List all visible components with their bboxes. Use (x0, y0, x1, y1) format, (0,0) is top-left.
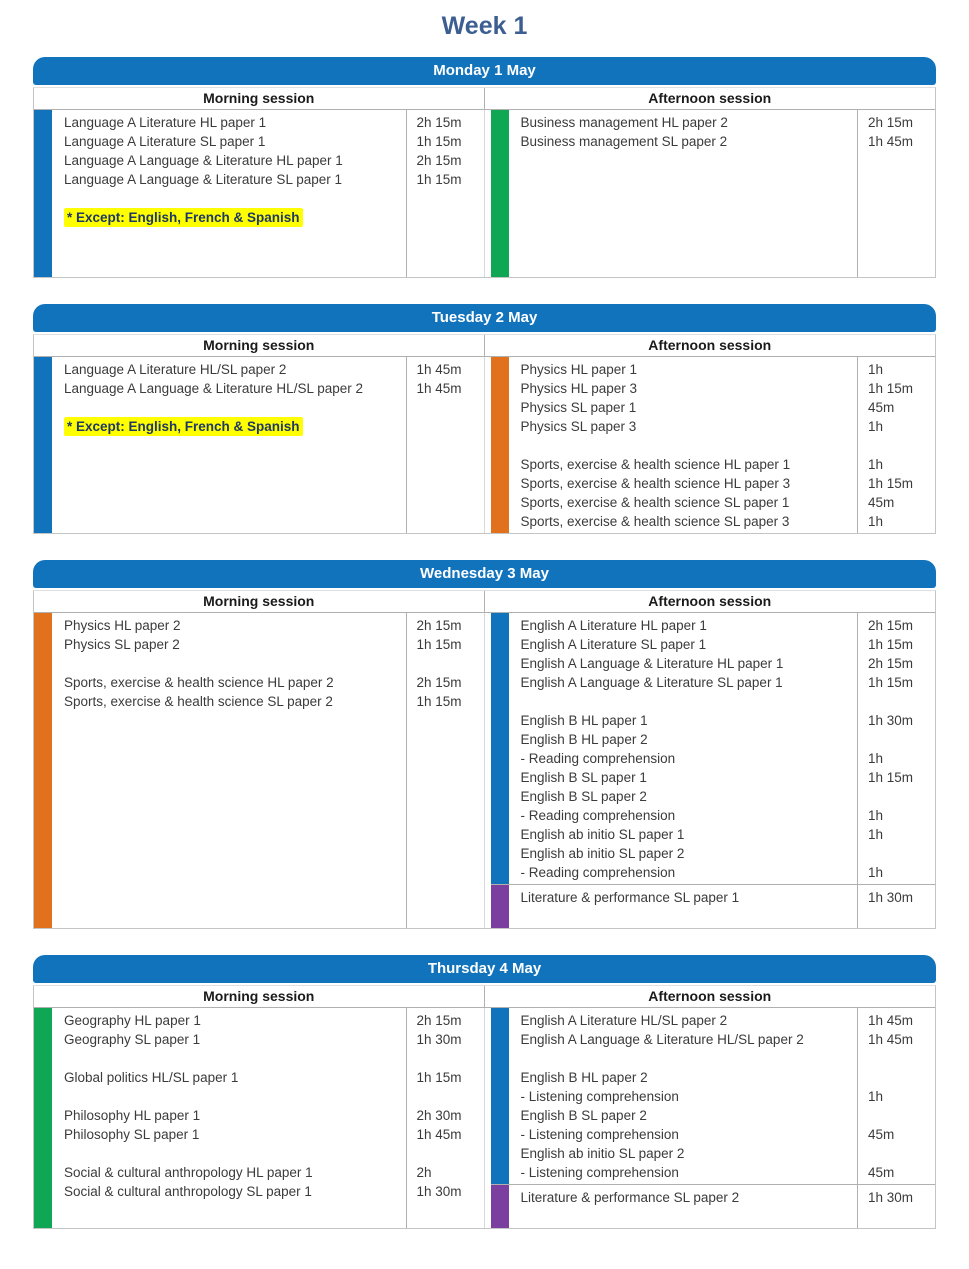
exam-duration-cell: 2h 15m (416, 115, 462, 130)
subject-group-section (491, 884, 936, 928)
exam-duration-cell: 2h 15m (416, 1013, 462, 1028)
exam-name-cell: Physics HL paper 3 (520, 381, 638, 396)
exam-name-cell: English B SL paper 1 (520, 770, 647, 785)
exam-duration-cell: 1h (868, 1089, 884, 1104)
exam-duration-list (857, 1185, 935, 1228)
exam-name-cell: - Listening comprehension (520, 1165, 679, 1180)
exam-duration-cell: 1h 45m (868, 1013, 914, 1028)
exam-duration-cell: 1h 45m (868, 1032, 914, 1047)
exam-name-cell: English B HL paper 2 (520, 1070, 648, 1085)
blue-subject-group-bar (34, 357, 52, 533)
purple-subject-group-bar (491, 1185, 509, 1228)
exam-duration-list (857, 110, 935, 277)
exam-duration-cell: 45m (868, 1127, 895, 1142)
sessions-content (34, 357, 935, 533)
exam-name-cell: Language A Language & Literature SL paper 1 (64, 172, 342, 187)
exam-name-list (52, 357, 406, 533)
exam-duration-cell: 1h 15m (416, 1070, 462, 1085)
exam-name-list (509, 110, 858, 277)
exam-name-cell: - Listening comprehension (520, 1089, 679, 1104)
day-header: Tuesday 2 May (33, 304, 936, 332)
exam-name-cell: English ab initio SL paper 2 (520, 1146, 685, 1161)
exam-name-cell: English B SL paper 2 (520, 789, 647, 804)
exam-duration-cell: 1h 15m (416, 172, 462, 187)
exam-name-cell: Language A Language & Literature HL/SL paper 2 (64, 381, 363, 396)
subject-group-section (491, 1008, 936, 1184)
except-note: * Except: English, French & Spanish (64, 417, 303, 436)
exam-duration-list (406, 110, 484, 277)
exam-duration-cell: 1h 15m (416, 134, 462, 149)
exam-name-list (52, 1008, 406, 1228)
exam-name-cell: Geography SL paper 1 (64, 1032, 201, 1047)
exam-duration-cell (417, 208, 480, 227)
exam-duration-cell: 1h 45m (416, 1127, 462, 1142)
exam-name-cell (521, 1049, 850, 1068)
day-panel (33, 57, 936, 278)
afternoon-column (485, 613, 936, 928)
exam-duration-cell: 45m (868, 495, 895, 510)
exam-name-cell: English ab initio SL paper 1 (520, 827, 685, 842)
green-subject-group-bar (34, 1008, 52, 1228)
exam-name-cell: Sports, exercise & health science HL paper 3 (520, 476, 791, 491)
exam-name-cell (64, 1144, 398, 1163)
afternoon-column (485, 357, 936, 533)
exam-duration-list (857, 885, 935, 928)
blue-subject-group-bar (34, 110, 52, 277)
day-panel (33, 304, 936, 534)
session-headers (34, 88, 935, 110)
morning-session-header: Morning session (34, 986, 485, 1008)
day-header: Thursday 4 May (33, 955, 936, 983)
exam-duration-cell (417, 1087, 480, 1106)
exam-duration-cell (417, 417, 480, 436)
orange-subject-group-bar (491, 357, 509, 533)
exam-duration-list (857, 357, 935, 533)
exam-duration-cell (868, 1068, 931, 1087)
exam-name-cell: - Reading comprehension (520, 865, 676, 880)
subject-group-section (491, 357, 936, 533)
exam-name-cell (64, 654, 398, 673)
exam-duration-cell (868, 787, 931, 806)
morning-session-header: Morning session (34, 591, 485, 613)
sessions-content (34, 110, 935, 277)
exam-duration-cell: 1h 45m (416, 381, 462, 396)
exam-name-cell: Physics HL paper 2 (64, 618, 181, 633)
exam-duration-cell (417, 1144, 480, 1163)
exam-name-cell: English B SL paper 2 (520, 1108, 647, 1123)
exam-duration-cell (417, 1049, 480, 1068)
exam-duration-cell: 1h 30m (416, 1032, 462, 1047)
subject-group-section (34, 357, 484, 533)
purple-subject-group-bar (491, 885, 509, 928)
exam-name-cell: Philosophy SL paper 1 (64, 1127, 200, 1142)
exam-duration-cell: 2h 15m (868, 618, 914, 633)
exam-name-cell: Sports, exercise & health science HL paper 2 (64, 675, 334, 690)
exam-name-cell: Social & cultural anthropology HL paper 1 (64, 1165, 313, 1180)
exam-duration-cell: 1h 15m (868, 476, 914, 491)
exam-duration-cell: 2h 15m (416, 675, 462, 690)
exam-duration-list (406, 357, 484, 533)
exam-name-list (509, 885, 858, 928)
exam-name-cell: English A Language & Literature HL paper 1 (520, 656, 784, 671)
day-panel-body (33, 590, 936, 929)
exam-duration-cell: 1h 30m (868, 713, 914, 728)
session-headers (34, 591, 935, 613)
orange-subject-group-bar (34, 613, 52, 928)
exam-name-cell (64, 398, 398, 417)
exam-duration-cell (868, 844, 931, 863)
exam-name-cell: Physics SL paper 3 (520, 419, 637, 434)
subject-group-section (491, 110, 936, 277)
exam-duration-cell (868, 692, 931, 711)
exam-duration-list (857, 1008, 935, 1184)
exam-name-cell: Sports, exercise & health science SL paper 3 (520, 514, 790, 529)
exam-name-cell: - Reading comprehension (520, 751, 676, 766)
exam-name-cell: English A Literature HL/SL paper 2 (520, 1013, 728, 1028)
exam-duration-cell (868, 436, 931, 455)
exam-duration-cell: 45m (868, 1165, 895, 1180)
day-panel-body (33, 985, 936, 1229)
exam-name-cell: Philosophy HL paper 1 (64, 1108, 201, 1123)
exam-duration-cell: 45m (868, 400, 895, 415)
exam-duration-cell (417, 654, 480, 673)
exam-name-cell: Language A Literature SL paper 1 (64, 134, 266, 149)
exam-duration-cell: 1h 15m (416, 694, 462, 709)
exam-duration-cell: 1h (868, 827, 884, 842)
exam-name-cell: English A Language & Literature SL paper 1 (520, 675, 783, 690)
exam-name-cell: Literature & performance SL paper 1 (520, 890, 740, 905)
afternoon-column (485, 1008, 936, 1228)
morning-column (34, 613, 485, 928)
exam-name-cell: Literature & performance SL paper 2 (520, 1190, 740, 1205)
blue-subject-group-bar (491, 1008, 509, 1184)
exam-duration-cell: 1h (868, 457, 884, 472)
exam-duration-cell: 1h 15m (868, 637, 914, 652)
exam-name-cell: Physics HL paper 1 (520, 362, 638, 377)
exam-duration-cell: 2h (416, 1165, 432, 1180)
exam-name-list (509, 357, 858, 533)
exam-duration-cell: 1h 30m (868, 1190, 914, 1205)
exam-duration-cell (417, 189, 480, 208)
exam-duration-list (857, 613, 935, 884)
exam-name-cell (521, 692, 850, 711)
exam-name-cell: English A Language & Literature HL/SL paper 2 (520, 1032, 804, 1047)
day-panel (33, 560, 936, 929)
exam-name-cell: English A Literature SL paper 1 (520, 637, 707, 652)
day-panel (33, 955, 936, 1229)
exam-name-list (509, 1185, 858, 1228)
exam-duration-cell: 1h 15m (416, 637, 462, 652)
exam-duration-cell: 2h 15m (416, 153, 462, 168)
exam-duration-cell: 1h (868, 362, 884, 377)
exam-duration-cell: 1h 15m (868, 675, 914, 690)
exam-duration-cell (868, 1144, 931, 1163)
exam-name-cell: English A Literature HL paper 1 (520, 618, 707, 633)
morning-column (34, 110, 485, 277)
subject-group-section (491, 1184, 936, 1228)
day-panel-body (33, 334, 936, 534)
morning-session-header: Morning session (34, 335, 485, 357)
except-note-row (64, 208, 398, 227)
exam-duration-cell: 1h 45m (868, 134, 914, 149)
sessions-content (34, 613, 935, 928)
exam-name-list (509, 1008, 858, 1184)
exam-duration-cell: 1h 45m (416, 362, 462, 377)
exam-duration-list (406, 1008, 484, 1228)
page-title: Week 1 (441, 12, 528, 40)
exam-duration-cell: 1h (868, 514, 884, 529)
blue-subject-group-bar (491, 613, 509, 884)
exam-name-cell: English B HL paper 1 (520, 713, 648, 728)
day-header: Monday 1 May (33, 57, 936, 85)
exam-duration-cell: 1h (868, 751, 884, 766)
exam-duration-cell: 1h 15m (868, 770, 914, 785)
exam-name-cell (64, 189, 398, 208)
exam-name-list (509, 613, 858, 884)
afternoon-session-header: Afternoon session (485, 986, 936, 1008)
exam-name-cell: Sports, exercise & health science SL paper 2 (64, 694, 333, 709)
exam-duration-cell (868, 1106, 931, 1125)
green-subject-group-bar (491, 110, 509, 277)
morning-session-header: Morning session (34, 88, 485, 110)
exam-name-cell: - Reading comprehension (520, 808, 676, 823)
subject-group-section (34, 110, 484, 277)
exam-name-cell: English B HL paper 2 (520, 732, 648, 747)
exam-duration-cell: 1h 15m (868, 381, 914, 396)
exam-name-cell: Physics SL paper 1 (520, 400, 637, 415)
exam-name-cell (64, 1049, 398, 1068)
subject-group-section (491, 613, 936, 884)
exam-name-list (52, 110, 406, 277)
exam-duration-cell (868, 730, 931, 749)
exam-name-cell: Sports, exercise & health science SL paper 1 (520, 495, 790, 510)
exam-duration-cell: 1h (868, 419, 884, 434)
exam-name-cell: English ab initio SL paper 2 (520, 846, 685, 861)
afternoon-session-header: Afternoon session (485, 591, 936, 613)
morning-column (34, 357, 485, 533)
exam-name-cell: Global politics HL/SL paper 1 (64, 1070, 239, 1085)
subject-group-section (34, 1008, 484, 1228)
exam-duration-list (406, 613, 484, 928)
exam-name-cell: Business management HL paper 2 (520, 115, 728, 130)
sessions-content (34, 1008, 935, 1228)
exam-name-cell: Social & cultural anthropology SL paper 1 (64, 1184, 312, 1199)
afternoon-session-header: Afternoon session (485, 88, 936, 110)
afternoon-column (485, 110, 936, 277)
exam-duration-cell: 1h (868, 808, 884, 823)
exam-duration-cell: 2h 15m (416, 618, 462, 633)
exam-duration-cell: 2h 15m (868, 656, 914, 671)
exam-duration-cell: 2h 30m (416, 1108, 462, 1123)
exam-name-cell: Business management SL paper 2 (520, 134, 728, 149)
exam-duration-cell: 1h (868, 865, 884, 880)
exam-name-cell (521, 436, 850, 455)
exam-name-cell: - Listening comprehension (520, 1127, 679, 1142)
day-header: Wednesday 3 May (33, 560, 936, 588)
except-note: * Except: English, French & Spanish (64, 208, 303, 227)
exam-name-cell: Sports, exercise & health science HL paper 1 (520, 457, 791, 472)
exam-duration-cell (417, 398, 480, 417)
except-note-row (64, 417, 398, 436)
exam-name-cell: Language A Literature HL/SL paper 2 (64, 362, 287, 377)
exam-duration-cell: 2h 15m (868, 115, 914, 130)
schedule (33, 57, 936, 1229)
exam-name-cell: Geography HL paper 1 (64, 1013, 201, 1028)
exam-name-list (52, 613, 406, 928)
exam-duration-cell: 1h 30m (416, 1184, 462, 1199)
afternoon-session-header: Afternoon session (485, 335, 936, 357)
morning-column (34, 1008, 485, 1228)
exam-name-cell: Language A Literature HL paper 1 (64, 115, 267, 130)
exam-name-cell (64, 1087, 398, 1106)
exam-name-cell: Language A Language & Literature HL paper 1 (64, 153, 343, 168)
exam-duration-cell: 1h 30m (868, 890, 914, 905)
exam-name-cell: Physics SL paper 2 (64, 637, 180, 652)
session-headers (34, 986, 935, 1008)
day-panel-body (33, 87, 936, 278)
exam-duration-cell (868, 1049, 931, 1068)
session-headers (34, 335, 935, 357)
subject-group-section (34, 613, 484, 928)
